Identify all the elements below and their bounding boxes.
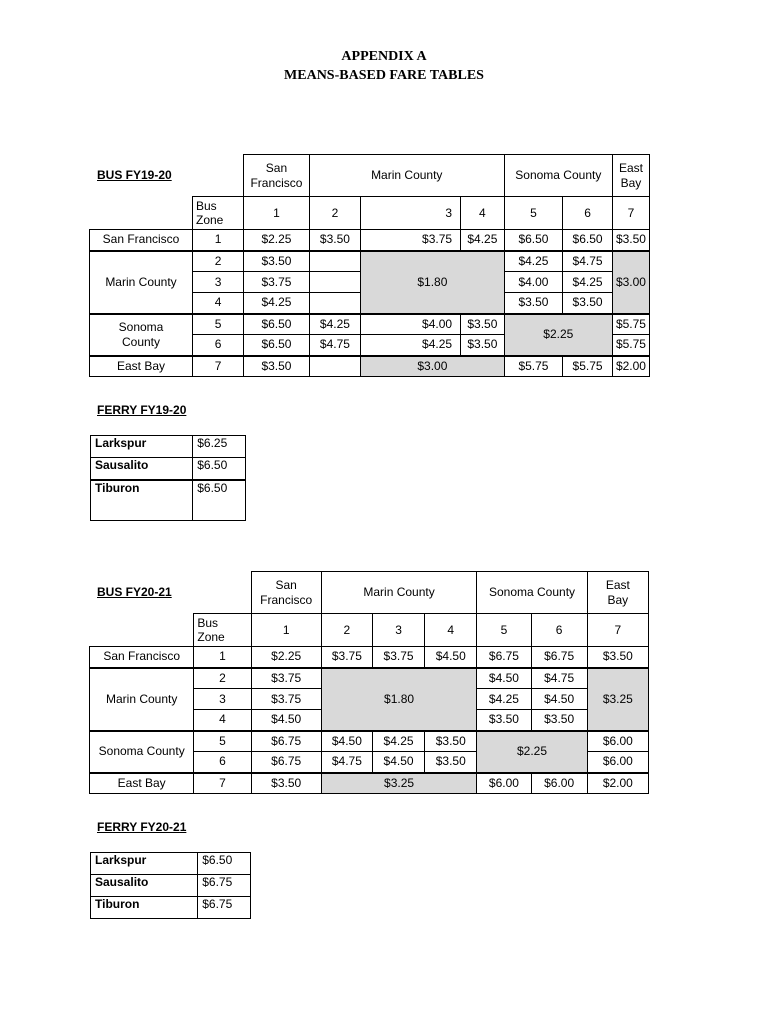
row-label-san-francisco: San Francisco [90,230,193,251]
row-zone: 4 [193,293,244,314]
fare-cell: $3.50 [244,251,310,272]
fare-cell: $6.50 [244,314,310,335]
ferry-terminal: Tiburon [91,897,198,919]
fare-cell: $6.50 [504,230,563,251]
header-east-bay: East Bay [612,155,649,197]
fare-cell: $4.50 [425,647,477,668]
fare-cell: $6.00 [477,773,531,794]
fare-cell-merged: $3.25 [321,773,477,794]
fare-cell: $3.75 [372,647,424,668]
ferry-terminal: Sausalito [91,458,193,480]
header-sonoma-county: Sonoma County [504,155,612,197]
row-zone: 1 [193,230,244,251]
fare-cell: $3.50 [477,710,531,731]
bus-zone-header: Bus Zone [194,614,251,647]
fare-cell-merged: $2.25 [477,731,587,773]
fare-cell: $2.00 [587,773,648,794]
fare-cell-merged: $3.00 [612,251,649,314]
row-zone: 3 [194,689,251,710]
fare-cell: $6.50 [244,335,310,356]
bus-fy20-21-table [89,571,649,794]
row-zone: 6 [194,752,251,773]
fare-cell: $4.75 [563,251,613,272]
zone-col-4: 4 [425,614,477,647]
fare-cell: $2.00 [612,356,649,377]
fare-cell: $3.50 [587,647,648,668]
fare-cell: $4.25 [563,272,613,293]
ferry-fy20-21-label: FERRY FY20-21 [97,820,187,834]
row-zone: 1 [194,647,251,668]
title-line-1: APPENDIX A [341,49,427,64]
ferry-fy20-21-table [90,852,251,919]
ferry-fare: $6.75 [198,897,251,919]
header-marin-county: Marin County [321,572,477,614]
ferry-fare: $6.50 [193,458,246,480]
fare-cell: $3.75 [244,272,310,293]
header-marin-county: Marin County [309,155,504,197]
bus-zone-header: Bus Zone [193,197,244,230]
header-san-francisco: San Francisco [251,572,321,614]
header-east-bay: East Bay [587,572,648,614]
fare-cell: $4.25 [361,335,461,356]
row-zone: 4 [194,710,251,731]
ferry-terminal: Larkspur [91,436,193,458]
fare-cell: $4.00 [361,314,461,335]
fare-cell: $4.75 [531,668,587,689]
zone-col-1: 1 [244,197,310,230]
row-label-marin-county: Marin County [90,668,194,731]
row-zone: 7 [194,773,251,794]
fare-cell: $3.50 [461,335,505,356]
header-sonoma-county: Sonoma County [477,572,587,614]
zone-col-7: 7 [587,614,648,647]
fare-cell: $3.50 [612,230,649,251]
fare-cell: $4.50 [251,710,321,731]
fare-cell: $6.50 [563,230,613,251]
zone-col-5: 5 [477,614,531,647]
fare-cell: $4.75 [309,335,360,356]
document-title [0,47,768,85]
row-zone: 7 [193,356,244,377]
row-zone: 5 [193,314,244,335]
ferry-fare: $6.25 [193,436,246,458]
zone-col-4: 4 [461,197,505,230]
row-zone: 2 [193,251,244,272]
fare-cell: $3.75 [251,689,321,710]
fare-cell: $3.75 [321,647,372,668]
fare-cell: $5.75 [612,335,649,356]
fare-cell: $4.50 [372,752,424,773]
zone-col-6: 6 [531,614,587,647]
zone-col-3: 3 [361,197,461,230]
row-label-marin-county: Marin County [90,251,193,314]
fare-cell: $4.50 [531,689,587,710]
row-label-san-francisco: San Francisco [90,647,194,668]
fare-cell: $6.75 [531,647,587,668]
ferry-fare: $6.50 [198,853,251,875]
header-san-francisco: San Francisco [244,155,310,197]
fare-cell: $6.00 [587,752,648,773]
fare-cell-merged: $2.25 [504,314,612,356]
fare-cell-merged: $1.80 [361,251,505,314]
row-label-east-bay: East Bay [90,356,193,377]
fare-cell: $3.50 [244,356,310,377]
fare-cell: $3.50 [563,293,613,314]
ferry-terminal: Larkspur [91,853,198,875]
bus-fy20-21-label: BUS FY20-21 [97,585,172,599]
fare-cell: $3.50 [251,773,321,794]
fare-cell: $3.50 [309,230,360,251]
row-zone: 3 [193,272,244,293]
ferry-fy19-20-table [90,435,246,521]
fare-cell: $4.00 [504,272,563,293]
zone-col-6: 6 [563,197,613,230]
zone-col-3: 3 [372,614,424,647]
title-line-2: MEANS-BASED FARE TABLES [284,68,484,83]
row-label-sonoma-county: Sonoma County [90,731,194,773]
fare-cell: $5.75 [563,356,613,377]
ferry-terminal: Sausalito [91,875,198,897]
fare-cell: $6.00 [531,773,587,794]
zone-col-5: 5 [504,197,563,230]
bus-fy19-20-table [89,154,650,377]
zone-col-7: 7 [612,197,649,230]
ferry-fy19-20-label: FERRY FY19-20 [97,403,187,417]
fare-cell: $3.75 [251,668,321,689]
fare-cell: $2.25 [251,647,321,668]
fare-cell: $5.75 [612,314,649,335]
row-label-sonoma-county: Sonoma County [90,314,193,356]
fare-cell: $4.25 [477,689,531,710]
fare-cell: $6.75 [251,731,321,752]
fare-cell-merged: $1.80 [321,668,477,731]
fare-cell: $2.25 [244,230,310,251]
fare-cell: $4.25 [309,314,360,335]
fare-cell: $4.50 [321,731,372,752]
fare-cell: $3.50 [461,314,505,335]
fare-cell: $3.50 [425,731,477,752]
fare-cell: $6.00 [587,731,648,752]
row-zone: 6 [193,335,244,356]
fare-cell: $3.75 [361,230,461,251]
bus-fy19-20-label: BUS FY19-20 [97,168,172,182]
fare-cell-merged: $3.25 [587,668,648,731]
fare-cell: $4.25 [372,731,424,752]
fare-cell: $3.50 [531,710,587,731]
fare-cell: $3.50 [504,293,563,314]
zone-col-2: 2 [309,197,360,230]
zone-col-1: 1 [251,614,321,647]
fare-cell: $5.75 [504,356,563,377]
fare-cell: $6.75 [477,647,531,668]
zone-col-2: 2 [321,614,372,647]
fare-cell: $4.75 [321,752,372,773]
row-zone: 2 [194,668,251,689]
fare-cell: $4.25 [244,293,310,314]
fare-cell: $4.25 [461,230,505,251]
fare-cell-merged: $3.00 [361,356,505,377]
row-zone: 5 [194,731,251,752]
fare-cell: $3.50 [425,752,477,773]
row-label-east-bay: East Bay [90,773,194,794]
ferry-fare: $6.75 [198,875,251,897]
ferry-fare: $6.50 [193,480,246,521]
fare-cell: $4.25 [504,251,563,272]
ferry-terminal: Tiburon [91,480,193,521]
fare-cell: $6.75 [251,752,321,773]
fare-cell: $4.50 [477,668,531,689]
